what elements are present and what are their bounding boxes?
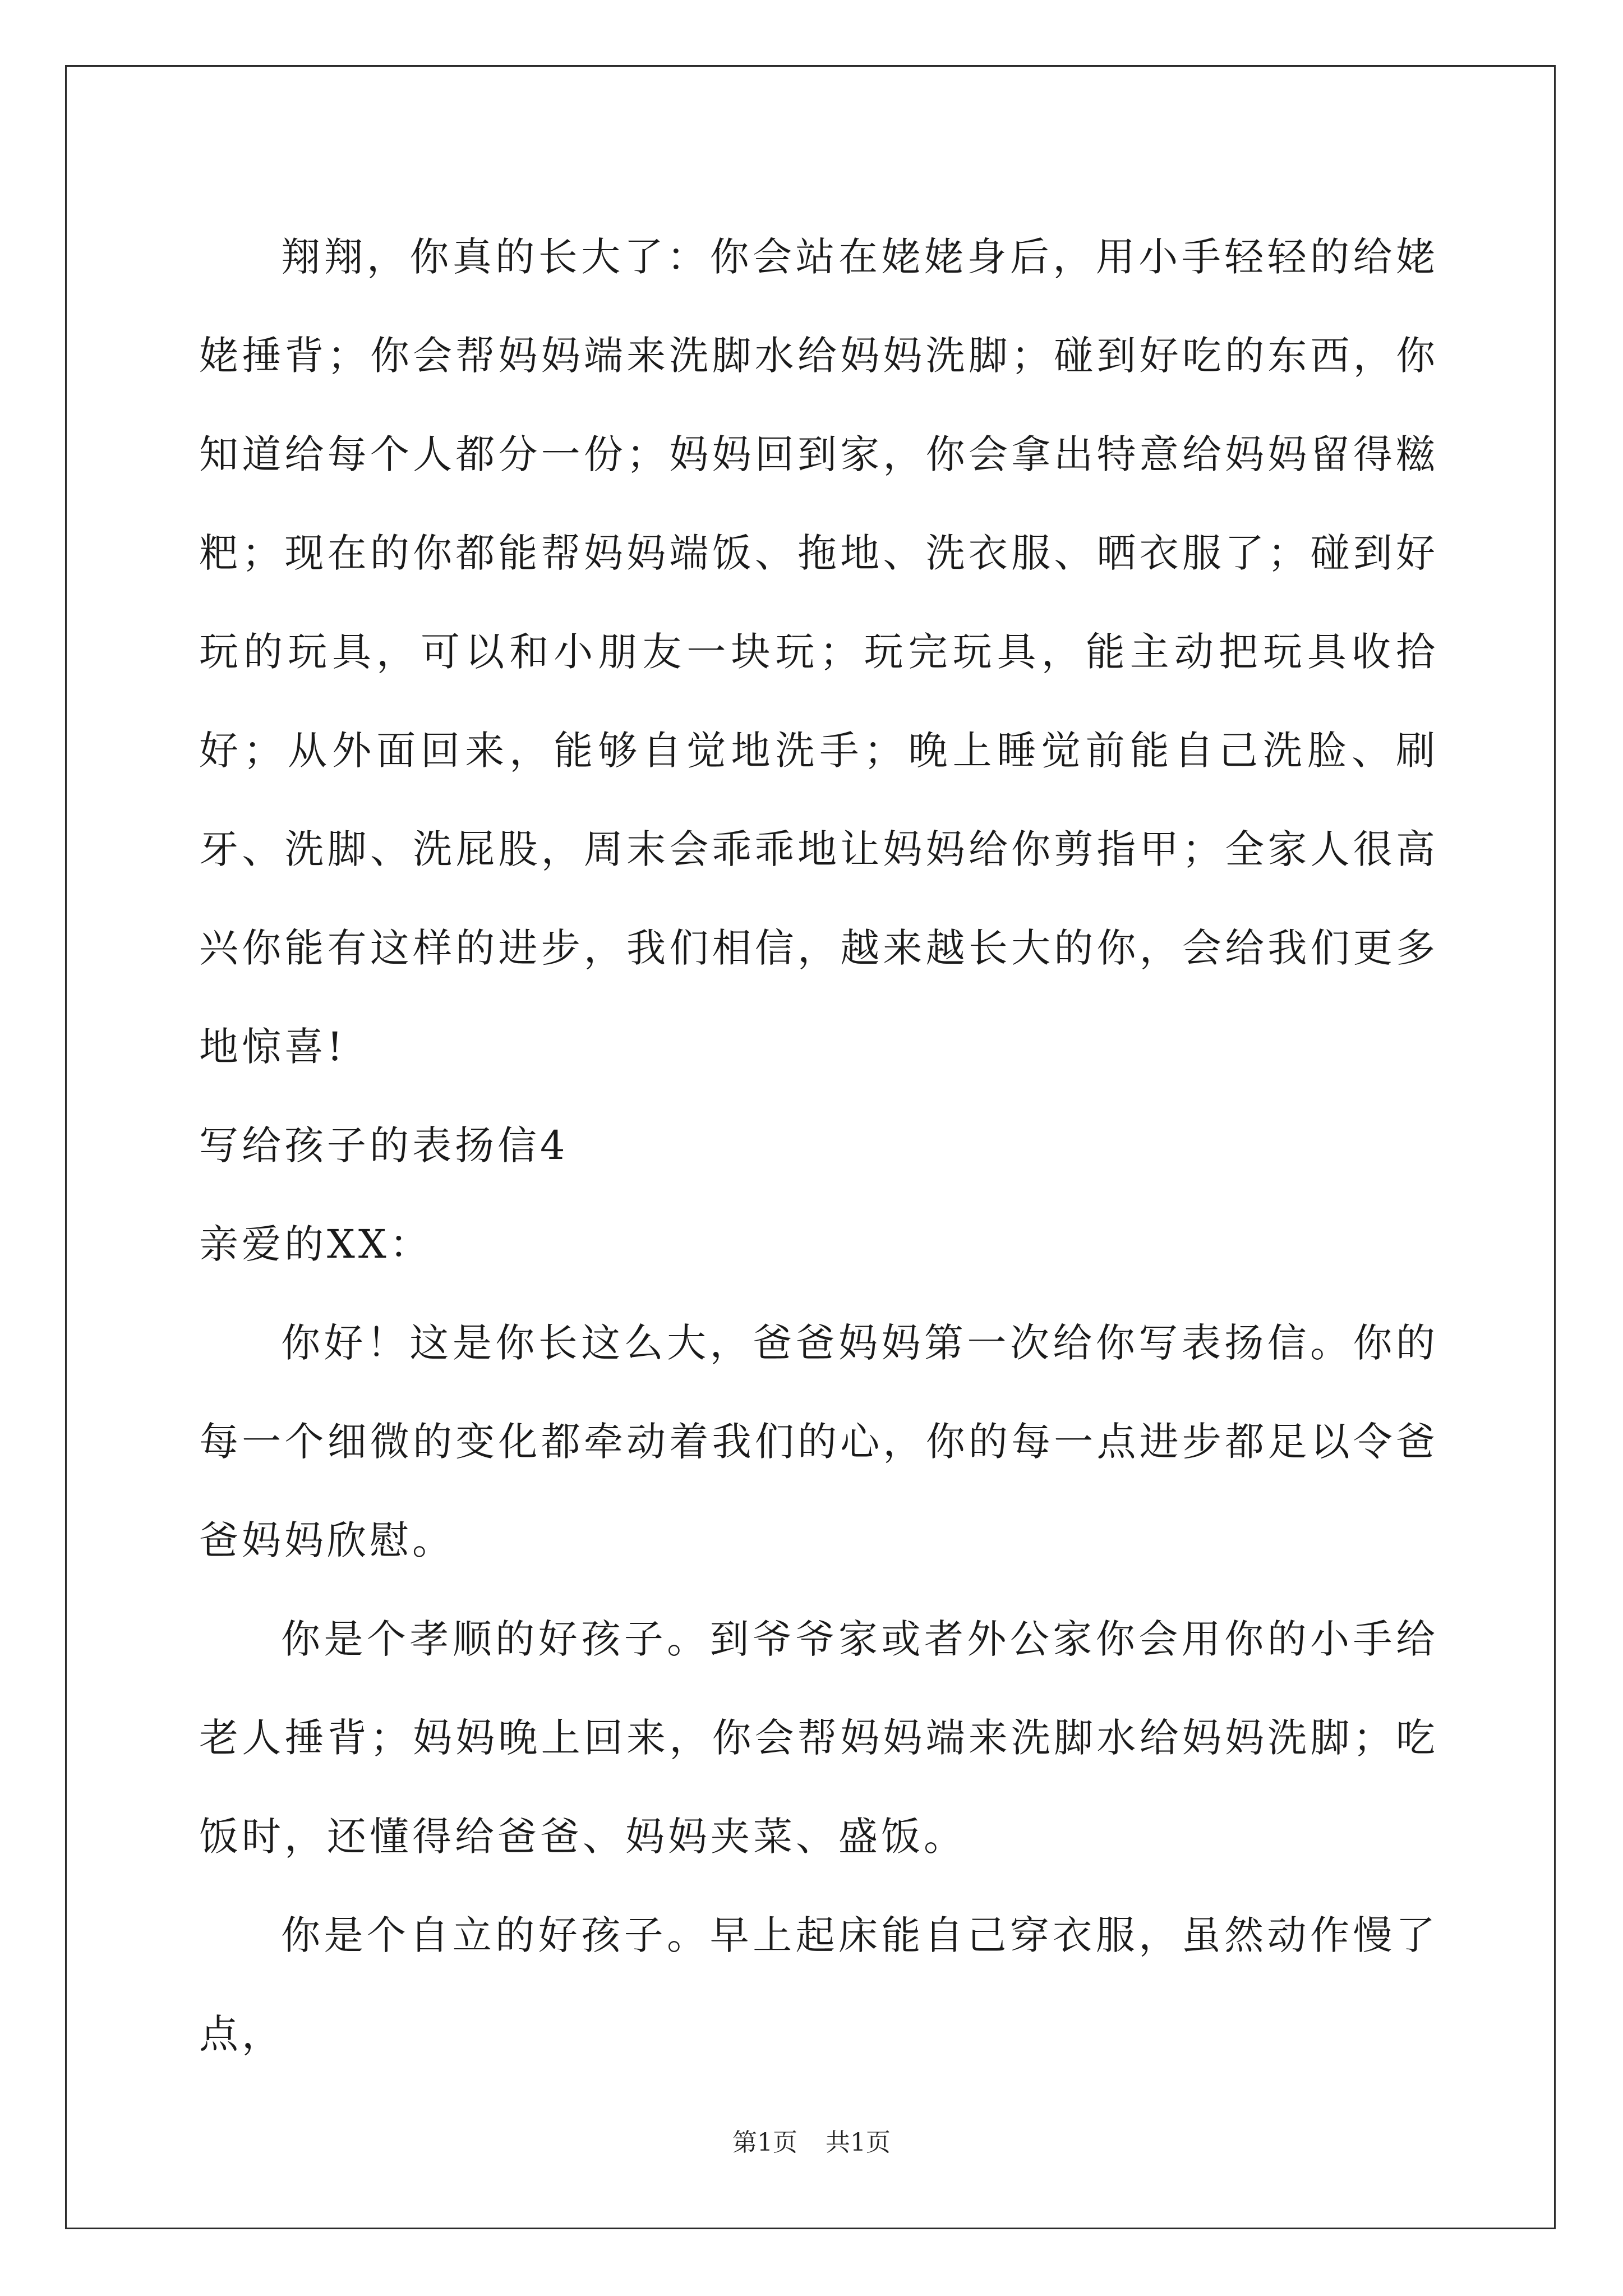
salutation: 亲爱的XX： (199, 1221, 432, 1267)
paragraph-greeting: 你好！这是你长这么大，爸爸妈妈第一次给你写表扬信。你的每一个细微的变化都牵动着我们的心，你的每一点进步都足以令爸爸妈妈欣慰。 (199, 1320, 1438, 1563)
paragraph-praise-xiangxiang: 翔翔，你真的长大了：你会站在姥姥身后，用小手轻轻的给姥姥捶背；你会帮妈妈端来洗脚水给妈妈洗脚；碰到好吃的东西，你知道给每个人都分一份；妈妈回到家，你会拿出特意给妈妈留得糍粑；现在的你都能帮妈妈端饭、拖地、洗衣服、晒衣服了；碰到好玩的玩具，可以和小朋友一块玩；玩完玩具，能主动把玩具收拾好；从外面回来，能够自觉地洗手；晚上睡觉前能自己洗脸、刷牙、洗脚、洗屁股，周末会乖乖地让妈妈给你剪指甲；全家人很高兴你能有这样的进步，我们相信，越来越长大的你，会给我们更多地惊喜! (199, 234, 1438, 1070)
page-number: 第1页 (732, 2128, 797, 2157)
page-footer (0, 2126, 1623, 2160)
paragraph-independent: 你是个自立的好孩子。早上起床能自己穿衣服，虽然动作慢了点， (199, 1912, 1438, 2057)
paragraph-filial: 你是个孝顺的好孩子。到爷爷家或者外公家你会用你的小手给老人捶背；妈妈晚上回来，你会帮妈妈端来洗脚水给妈妈洗脚；吃饭时，还懂得给爸爸、妈妈夹菜、盛饭。 (199, 1616, 1438, 1860)
page-total: 共1页 (826, 2128, 891, 2157)
section-heading: 写给孩子的表扬信4 (199, 1122, 569, 1168)
document-body (199, 208, 1438, 2083)
